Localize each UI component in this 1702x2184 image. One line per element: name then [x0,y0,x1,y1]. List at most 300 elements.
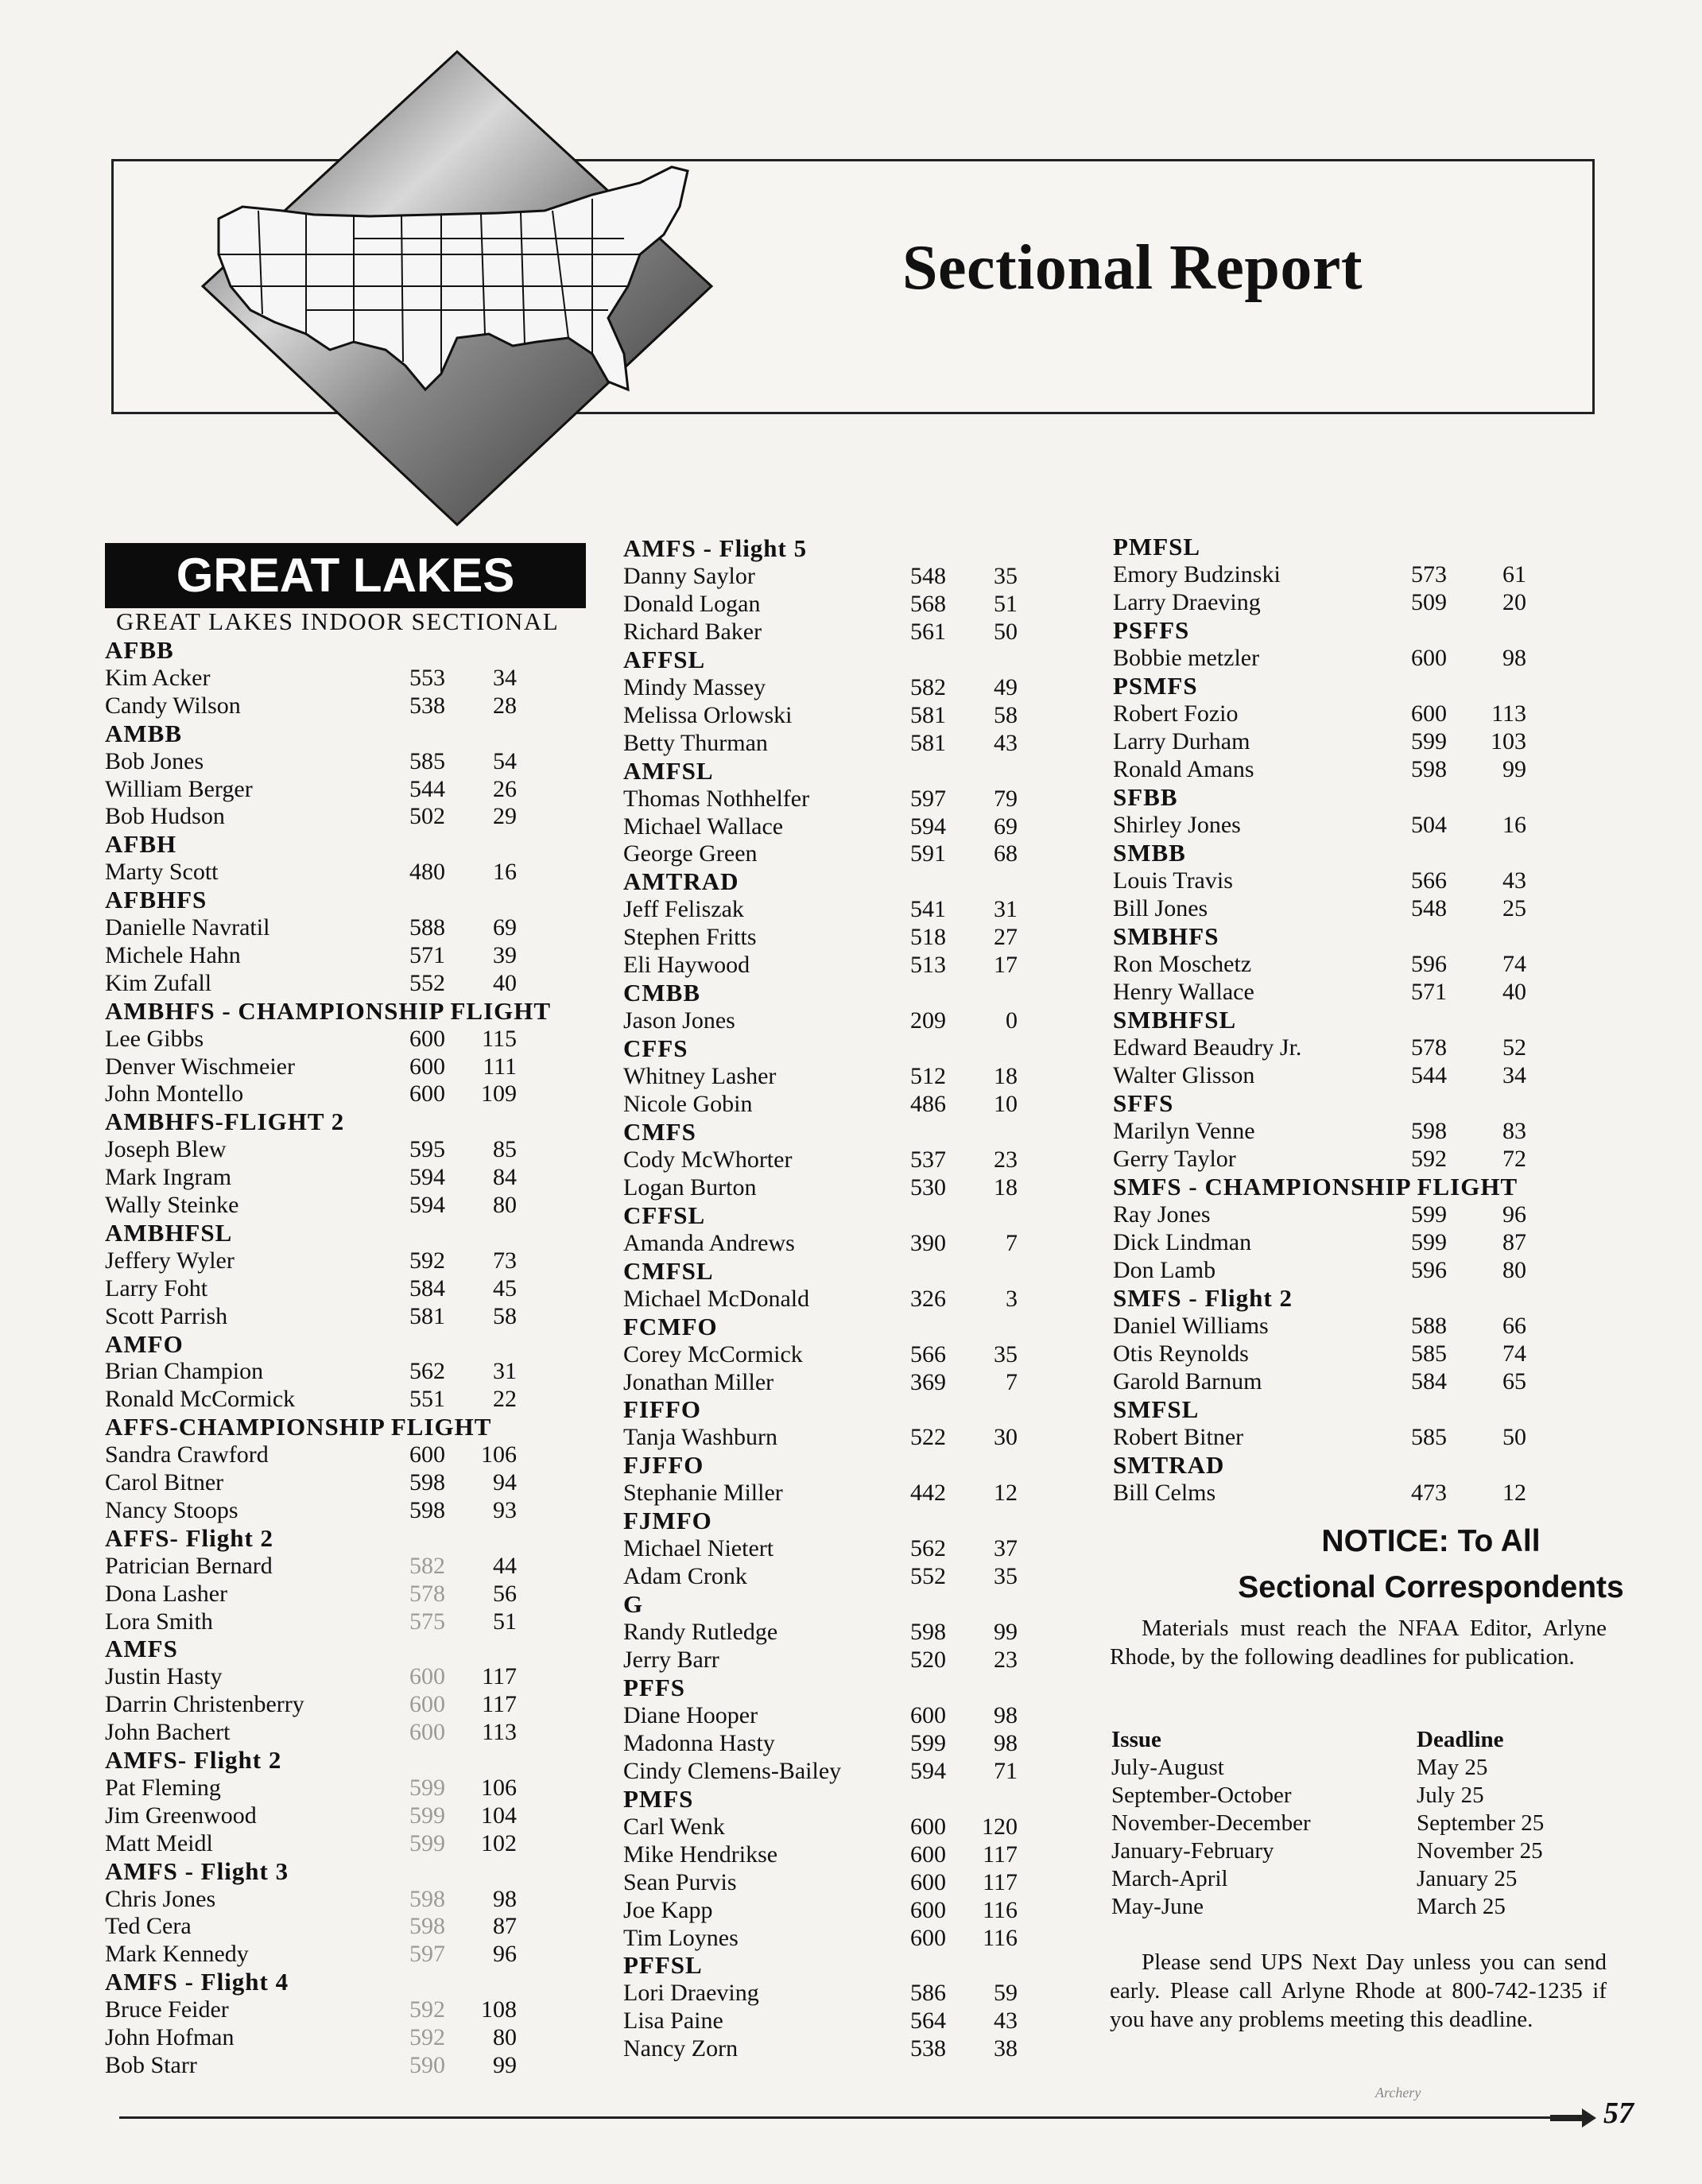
archer-name: Diane Hooper [623,1701,758,1728]
x-count: 10 [994,1091,1018,1117]
score: 369 [910,1368,946,1395]
archer-name: Bruce Feider [105,1996,229,2023]
score: 585 [1411,1424,1447,1450]
x-count: 116 [983,1896,1018,1923]
section-banner: GREAT LAKES [105,543,586,608]
result-row [623,1007,1025,1035]
archer-name: Bob Starr [105,2051,197,2078]
x-count: 71 [994,1757,1018,1784]
archer-name: Brian Champion [105,1358,264,1385]
archer-name: Justin Hasty [105,1663,223,1690]
result-row [623,1646,1025,1674]
score: 599 [409,1802,445,1829]
archer-name: Joseph Blew [105,1136,227,1163]
division-heading: PSMFS [1113,672,1198,700]
score: 538 [409,692,445,719]
x-count: 7 [1006,1368,1018,1395]
arrow-right-icon [1550,2107,1598,2129]
archer-name: Thomas Nothhelfer [623,785,810,812]
x-count: 83 [1502,1118,1526,1144]
archer-name: Carol Bitner [105,1469,224,1495]
archer-name: Jeffery Wyler [105,1247,235,1274]
score: 568 [910,590,946,617]
result-row [105,802,525,831]
footer-rule [119,2116,1558,2119]
archer-name: Tim Loynes [623,1924,739,1951]
archer-name: Edward Beaudry Jr. [1113,1034,1302,1061]
division-heading: AMFS [105,1635,178,1663]
x-count: 45 [493,1274,517,1301]
archer-name: Bill Jones [1113,895,1208,921]
x-count: 54 [493,747,517,774]
division-heading: CFFSL [623,1201,706,1229]
division-heading: AMFS - Flight 3 [105,1856,289,1885]
result-row [623,701,1025,730]
x-count: 99 [1502,756,1526,782]
result-row [623,1146,1025,1174]
result-row [1113,1145,1534,1173]
archer-name: George Green [623,840,758,867]
division-heading: PMFS [623,1784,694,1813]
archer-name: Jerry Barr [623,1647,719,1673]
archer-name: Sandra Crawford [105,1441,269,1468]
archer-name: Logan Burton [623,1173,757,1201]
result-row [1113,1117,1534,1146]
score: 512 [910,1063,946,1090]
x-count: 94 [493,1469,517,1495]
archer-name: Amanda Andrews [623,1229,795,1256]
x-count: 31 [493,1358,517,1385]
result-row [105,1608,525,1636]
archer-name: Michael McDonald [623,1285,810,1312]
score: 538 [910,2035,946,2062]
result-row [1113,811,1534,840]
result-row [105,1247,525,1275]
x-count: 113 [482,1719,517,1746]
x-count: 12 [994,1480,1018,1507]
division-heading: FJFFO [623,1451,704,1480]
result-row [623,673,1025,702]
result-row [1113,894,1534,923]
result-row [623,1979,1025,2007]
score: 600 [910,1896,946,1923]
result-row [105,969,525,998]
score: 600 [409,1691,445,1718]
archer-name: Carl Wenk [623,1813,725,1840]
score: 530 [910,1173,946,1201]
x-count: 117 [983,1841,1018,1868]
result-row [1113,1201,1534,1229]
archer-name: Emory Budzinski [1113,561,1281,588]
score: 600 [1411,700,1447,727]
x-count: 37 [994,1535,1018,1562]
us-map-diamond-logo [195,48,719,541]
archer-name: Donald Logan [623,590,761,617]
score: 537 [910,1146,946,1173]
result-row [1113,561,1534,589]
score: 588 [1411,1313,1447,1339]
result-row [1113,1256,1534,1285]
archer-name: Walter Glisson [1113,1062,1255,1088]
archer-name: Robert Fozio [1113,700,1239,727]
score: 594 [409,1192,445,1218]
x-count: 16 [1502,812,1526,838]
x-count: 103 [1491,728,1526,755]
score: 598 [1411,1118,1447,1144]
x-count: 68 [994,840,1018,867]
archer-name: Larry Durham [1113,728,1250,755]
archer-name: Larry Foht [105,1274,208,1301]
archer-name: Kim Zufall [105,969,212,996]
x-count: 84 [493,1164,517,1191]
result-row [623,1924,1025,1953]
archer-name: Shirley Jones [1113,812,1241,838]
score: 597 [409,1941,445,1968]
result-row [1113,1423,1534,1452]
archer-name: Mindy Massey [623,673,766,700]
division-heading: AFFS- Flight 2 [105,1523,274,1552]
archer-name: Cindy Clemens-Bailey [623,1757,842,1784]
result-row [105,1802,525,1830]
result-row [105,664,525,692]
x-count: 27 [994,924,1018,951]
archer-name: Dona Lasher [105,1580,228,1607]
score: 598 [409,1913,445,1940]
score: 581 [910,729,946,756]
result-row [105,1885,525,1914]
score: 597 [910,785,946,812]
score: 581 [910,701,946,728]
result-row [623,840,1025,868]
result-row [623,1285,1025,1313]
result-row [623,1701,1025,1730]
archer-name: Ron Moschetz [1113,951,1252,977]
result-row [105,1191,525,1220]
result-row [623,1562,1025,1591]
result-row [623,2035,1025,2063]
archer-name: Jeff Feliszak [623,896,744,923]
archer-name: Bill Celms [1113,1480,1216,1506]
score: 599 [409,1829,445,1856]
archer-name: Lora Smith [105,1608,213,1635]
score: 566 [1411,867,1447,894]
x-count: 25 [1502,895,1526,921]
score: 600 [910,1813,946,1840]
x-count: 52 [1502,1034,1526,1061]
archer-name: Marty Scott [105,859,219,886]
result-row [623,1868,1025,1897]
x-count: 18 [994,1173,1018,1201]
x-count: 16 [493,859,517,886]
x-count: 38 [994,2035,1018,2062]
score: 600 [409,1053,445,1080]
x-count: 30 [994,1424,1018,1451]
page-title: Sectional Report [902,233,1363,303]
score: 553 [409,664,445,691]
archer-name: Nancy Stoops [105,1496,238,1523]
x-count: 43 [1502,867,1526,894]
result-row [1113,1312,1534,1340]
issue-name: March-April [1111,1866,1228,1891]
division-heading: SMFSL [1113,1395,1200,1423]
score: 571 [409,941,445,968]
x-count: 7 [1006,1229,1018,1256]
x-count: 23 [994,1146,1018,1173]
division-heading: AMTRAD [623,867,739,896]
x-count: 106 [481,1774,517,1801]
x-count: 34 [1502,1062,1526,1088]
division-heading: AFBB [105,636,174,664]
archer-name: Tanja Washburn [623,1424,778,1451]
issue-name: September-October [1111,1783,1292,1808]
deadline-date: January 25 [1417,1866,1518,1891]
deadline-header: Deadline [1417,1727,1504,1752]
archer-name: Dick Lindman [1113,1229,1252,1255]
result-row [623,785,1025,813]
division-heading: AMBHFS-FLIGHT 2 [105,1108,345,1136]
x-count: 43 [994,729,1018,756]
score: 551 [409,1386,445,1413]
archer-name: Ronald Amans [1113,756,1254,782]
result-row [1113,700,1534,728]
score: 582 [409,1552,445,1579]
archer-name: Candy Wilson [105,692,241,719]
x-count: 85 [493,1136,517,1163]
score: 502 [409,803,445,830]
division-heading: SMFS - Flight 2 [1113,1284,1293,1312]
x-count: 58 [994,701,1018,728]
result-row [623,1090,1025,1119]
x-count: 106 [481,1441,517,1468]
x-count: 80 [1502,1257,1526,1283]
x-count: 111 [483,1053,517,1080]
x-count: 93 [493,1496,517,1523]
result-row [105,1774,525,1802]
x-count: 34 [493,664,517,691]
x-count: 115 [482,1025,517,1052]
score: 586 [910,1980,946,2007]
score: 598 [409,1496,445,1523]
result-row [1113,1034,1534,1062]
result-row [623,2007,1025,2035]
section-subtitle: GREAT LAKES INDOOR SECTIONAL [116,607,560,635]
archer-name: Jonathan Miller [623,1368,774,1395]
x-count: 50 [1502,1424,1526,1450]
result-row [1113,1367,1534,1396]
result-row [1113,978,1534,1007]
archer-name: Jim Greenwood [105,1802,257,1829]
result-row [623,1841,1025,1869]
score: 585 [1411,1340,1447,1367]
score: 582 [910,673,946,700]
x-count: 28 [493,692,517,719]
issue-name: January-February [1111,1838,1274,1864]
score: 600 [409,1080,445,1108]
archer-name: Darrin Christenberry [105,1691,304,1718]
score: 390 [910,1229,946,1256]
score: 326 [910,1285,946,1312]
x-count: 79 [994,785,1018,812]
x-count: 80 [493,2024,517,2050]
x-count: 98 [994,1701,1018,1728]
result-row [623,1062,1025,1091]
archer-name: Larry Draeving [1113,589,1261,615]
result-row [623,618,1025,646]
archer-name: Matt Meidl [105,1829,213,1856]
score: 564 [910,2007,946,2035]
result-row [623,1229,1025,1258]
x-count: 49 [994,673,1018,700]
issue-name: May-June [1111,1894,1204,1919]
score: 590 [409,2051,445,2078]
result-row [623,1173,1025,1202]
score: 578 [409,1580,445,1607]
score: 591 [910,840,946,867]
division-heading: CFFS [623,1034,688,1063]
archer-name: Jason Jones [623,1007,735,1034]
deadline-date: July 25 [1417,1783,1484,1808]
result-row [105,1468,525,1497]
archer-name: Eli Haywood [623,952,750,979]
x-count: 12 [1502,1480,1526,1506]
x-count: 35 [994,562,1018,589]
score: 600 [409,1719,445,1746]
result-row [105,1441,525,1469]
page-number: 57 [1603,2097,1634,2130]
score: 522 [910,1424,946,1451]
deadline-date: November 25 [1417,1838,1543,1864]
x-count: 29 [493,803,517,830]
score: 509 [1411,589,1447,615]
archer-name: Michael Wallace [623,813,784,840]
division-heading: CMFS [623,1117,696,1146]
score: 592 [409,1996,445,2023]
result-row [623,923,1025,952]
result-row [105,1302,525,1331]
archer-name: Patrician Bernard [105,1552,273,1579]
result-row [105,1552,525,1581]
archer-name: Mark Kennedy [105,1941,249,1968]
score: 442 [910,1480,946,1507]
result-row [105,1135,525,1164]
result-row [1113,867,1534,895]
archer-name: Danny Saylor [623,562,755,589]
result-row [105,747,525,776]
result-row [105,1662,525,1691]
result-row [623,1423,1025,1452]
result-row [1113,1340,1534,1368]
score: 592 [409,2024,445,2050]
division-heading: FJMFO [623,1507,712,1535]
division-heading: PSFFS [1113,616,1190,644]
x-count: 59 [994,1980,1018,2007]
score: 562 [409,1358,445,1385]
x-count: 61 [1502,561,1526,588]
x-count: 20 [1502,589,1526,615]
archer-name: Mark Ingram [105,1164,232,1191]
result-row [105,1080,525,1108]
archer-name: John Hofman [105,2024,235,2050]
x-count: 50 [994,618,1018,645]
archer-name: Denver Wischmeier [105,1053,295,1080]
archer-name: Corey McCormick [623,1340,803,1367]
score: 599 [1411,1229,1447,1255]
result-row [105,1829,525,1858]
result-row [105,1690,525,1719]
result-row [1113,1228,1534,1257]
archer-name: Danielle Navratil [105,914,270,941]
archer-name: Louis Travis [1113,867,1233,894]
x-count: 80 [493,1192,517,1218]
notice-intro: Materials must reach the NFAA Editor, Arlyne Rhode, by the following deadlines for publication. [1110,1616,1607,1670]
x-count: 102 [481,1829,517,1856]
result-row [105,1496,525,1525]
result-row [105,1274,525,1303]
score: 581 [409,1302,445,1329]
x-count: 58 [493,1302,517,1329]
score: 541 [910,896,946,923]
result-row [1113,755,1534,784]
result-row [105,775,525,804]
score: 600 [409,1441,445,1468]
x-count: 72 [1502,1146,1526,1172]
archer-name: Garold Barnum [1113,1368,1262,1395]
x-count: 117 [482,1691,517,1718]
archer-name: Gerry Taylor [1113,1146,1236,1172]
x-count: 26 [493,775,517,802]
x-count: 35 [994,1563,1018,1590]
score: 548 [910,562,946,589]
notice-closing: Please send UPS Next Day unless you can send early. Please call Arlyne Rhode at 800-742-1235 if you have any problems meeting this deadline. [1110,1949,1607,2032]
archer-name: Nancy Zorn [623,2035,739,2062]
archer-name: Pat Fleming [105,1774,221,1801]
score: 584 [409,1274,445,1301]
score: 562 [910,1535,946,1562]
archer-name: Stephanie Miller [623,1480,783,1507]
x-count: 96 [1502,1201,1526,1228]
x-count: 0 [1006,1007,1018,1034]
division-heading: SMTRAD [1113,1451,1225,1479]
archer-name: Nicole Gobin [623,1091,753,1117]
score: 486 [910,1091,946,1117]
archer-name: Ronald McCormick [105,1386,296,1413]
division-heading: AMBHFSL [105,1218,233,1247]
score: 578 [1411,1034,1447,1061]
score: 573 [1411,561,1447,588]
x-count: 73 [493,1247,517,1274]
division-heading: AMFSL [623,756,714,785]
archer-name: Kim Acker [105,664,211,691]
x-count: 18 [994,1063,1018,1090]
score: 599 [409,1774,445,1801]
score: 552 [409,969,445,996]
division-heading: FCMFO [623,1312,718,1340]
division-heading: PFFS [623,1673,686,1701]
score: 598 [910,1619,946,1646]
x-count: 39 [493,941,517,968]
x-count: 113 [1491,700,1526,727]
division-heading: AFFS-CHAMPIONSHIP FLIGHT [105,1413,492,1441]
result-row [105,1385,525,1414]
result-row [105,858,525,886]
archer-name: Betty Thurman [623,729,768,756]
archer-name: Daniel Williams [1113,1313,1269,1339]
x-count: 120 [982,1813,1018,1840]
result-row [623,951,1025,980]
x-count: 104 [481,1802,517,1829]
division-heading: CMFSL [623,1256,714,1285]
archer-name: Bob Jones [105,747,204,774]
